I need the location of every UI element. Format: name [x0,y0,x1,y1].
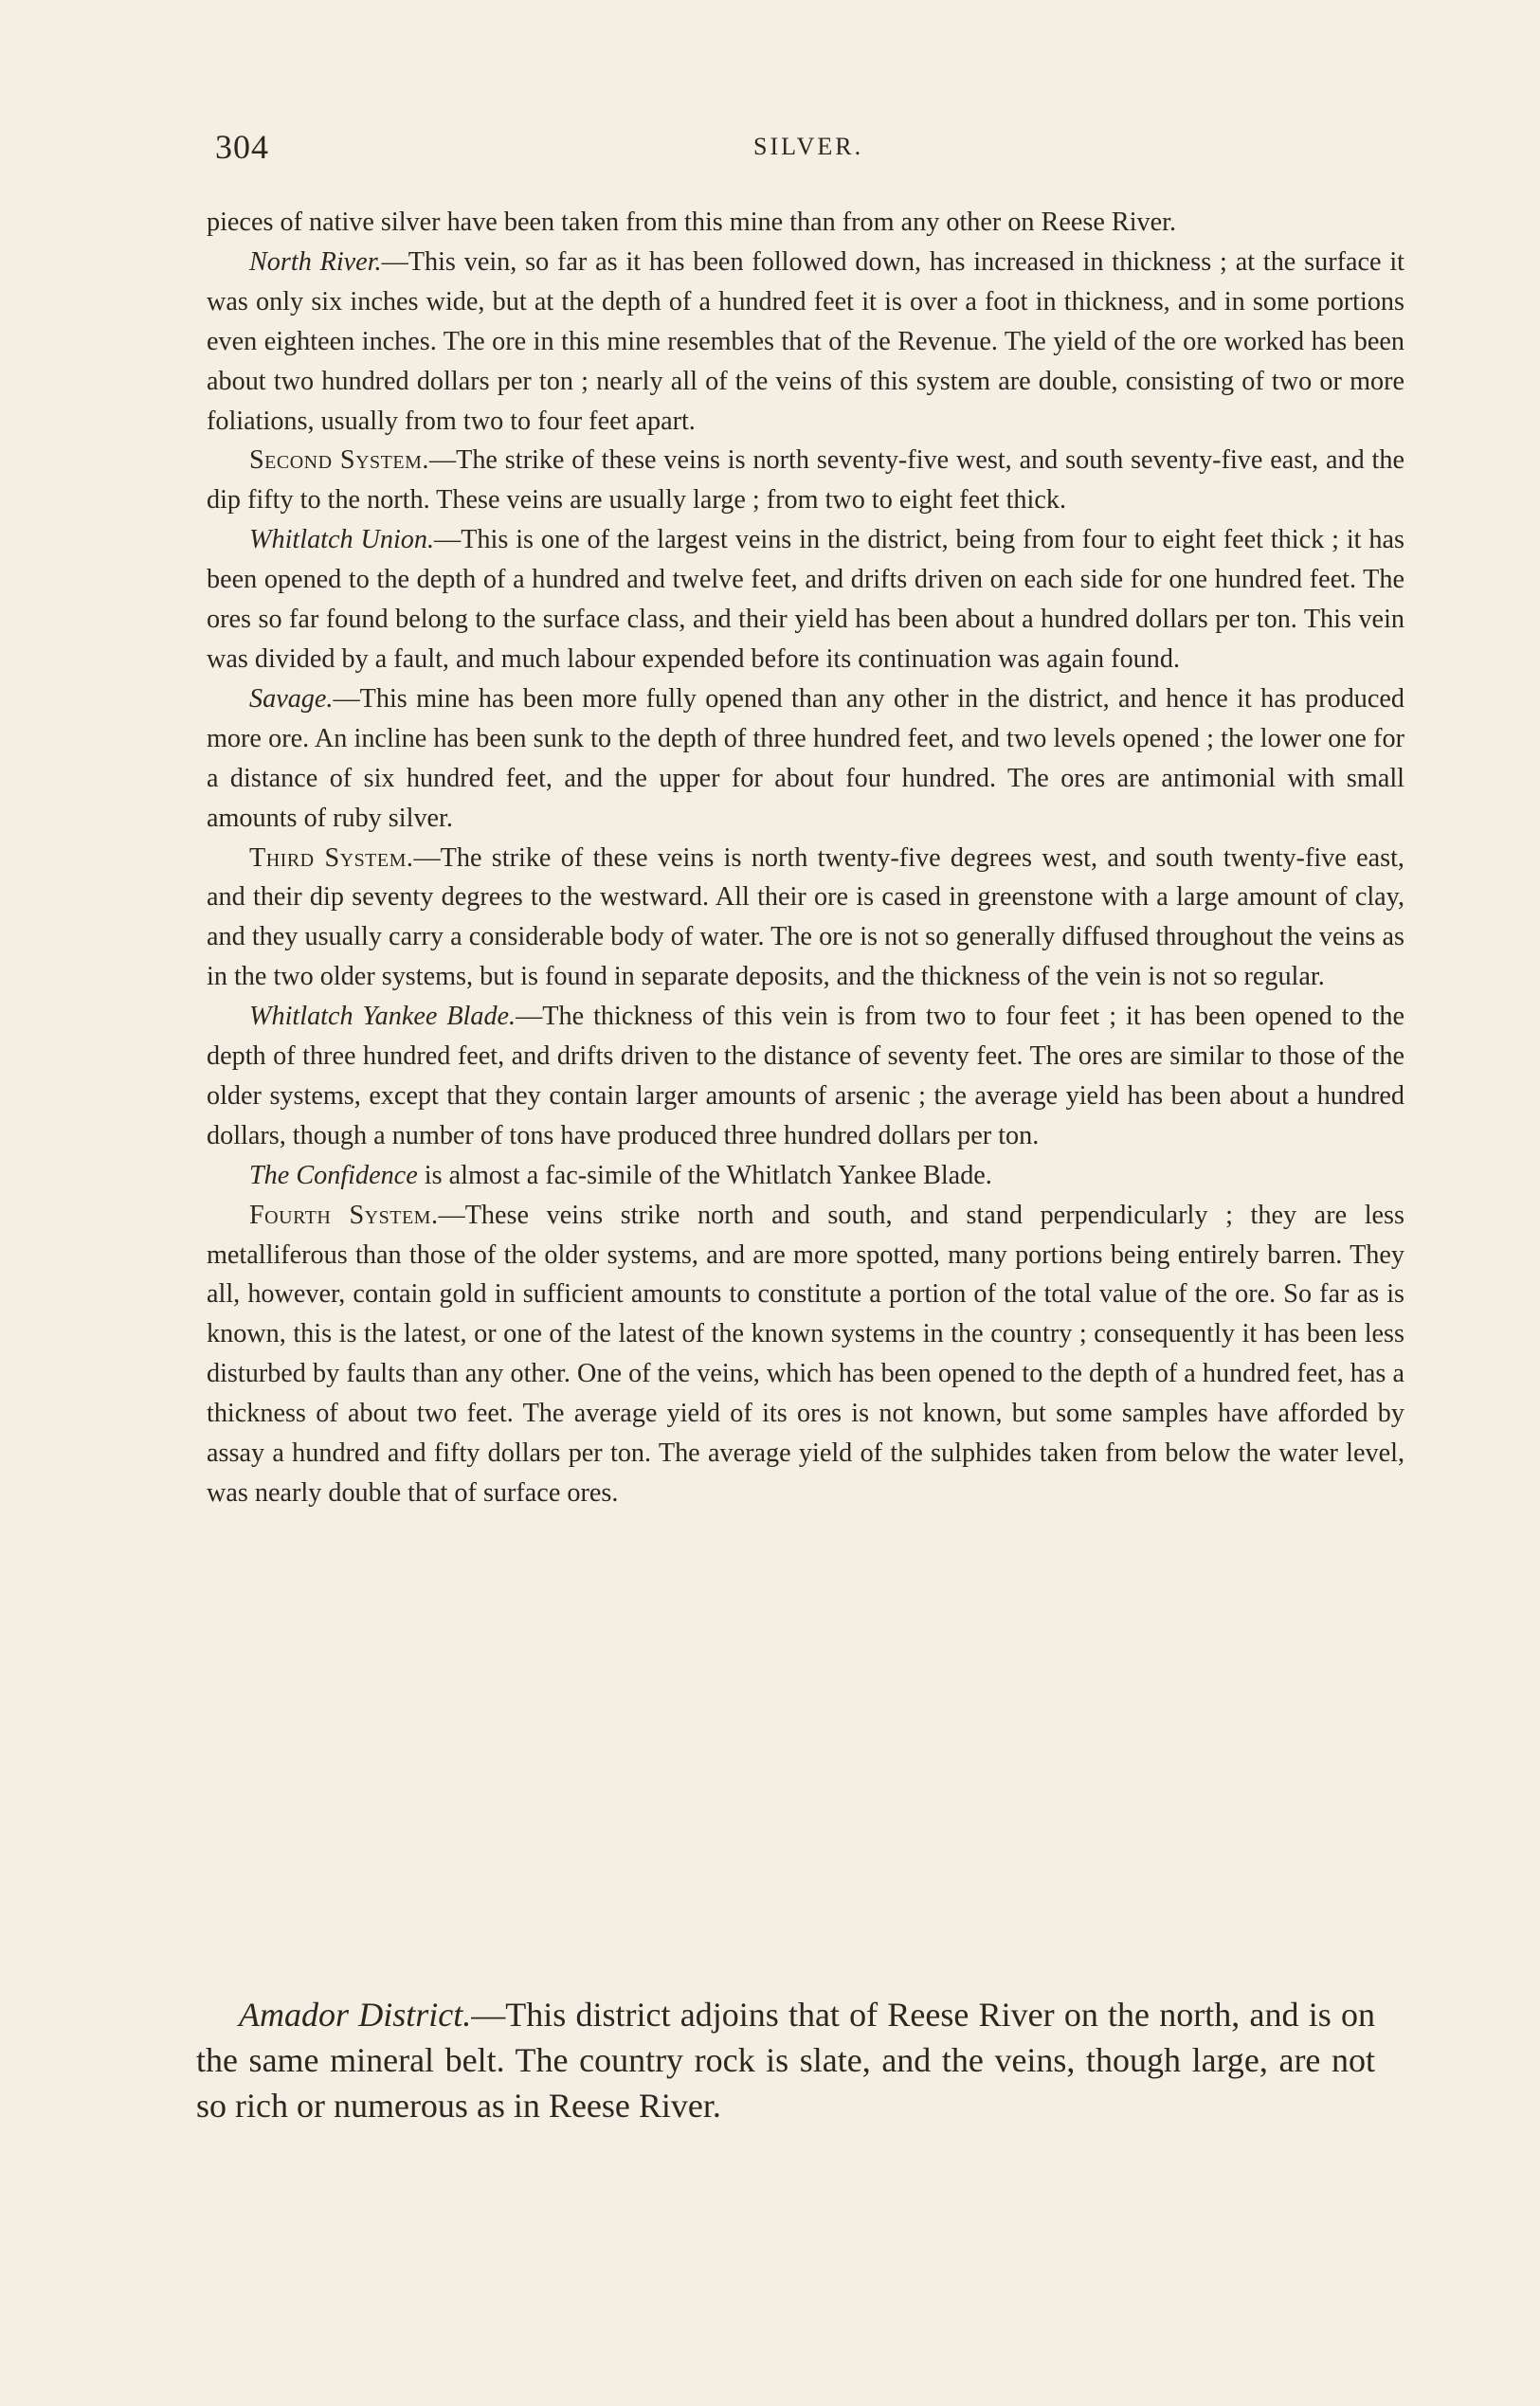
paragraph-continued [207,203,1404,243]
paragraph-text: is almost a fac-simile of the Whitlatch Yankee Blade. [417,1160,992,1190]
paragraph-second-system [207,441,1404,520]
paragraph-fourth-system [207,1196,1404,1513]
running-head [213,127,1407,172]
paragraph-amador-district [196,1992,1375,2128]
paragraph-text: —The strike of these veins is north seventy-five west, and south seventy-five east, and the dip fifty to the north. These veins are usually large ; from two to eight feet thick. [207,445,1404,516]
paragraph-text: pieces of native silver have been taken from this mine than from any other on Reese River. [207,208,1177,237]
paragraph-text: —These veins strike north and south, and stand perpendicularly ; they are less metalliferous than those of the older systems, and are more spotted, many portions being entirely barren. They all, however, contain gold in sufficient amounts to constitute a portion of the total value of the ore. So far as is known, this is the latest, or one of the latest of the known systems in the country ; consequently it has been less disturbed by faults than any other. One of the veins, which has been opened to the depth of a hundred feet, has a thickness of about two feet. The average yield of its ores is not known, but some samples have afforded by assay a hundred and fifty dollars per ton. The average yield of the sulphides taken from below the water level, was nearly double that of surface ores. [207,1200,1404,1508]
paragraph-north-river [207,243,1404,442]
paragraph-confidence [207,1156,1404,1196]
paragraph-whitlatch-union [207,520,1404,679]
amador-district-section [196,1992,1375,2128]
paragraph-heading: Savage. [249,683,334,714]
paragraph-heading: Whitlatch Yankee Blade. [249,1002,516,1032]
paragraph-text: —This mine has been more fully opened than any other in the district, and hence it has produced more ore. An incline has been sunk to the depth of three hundred feet, and two levels opened ; the lower one for a distance of six hundred feet, and the upper for about four hundred. The ores are antimonial with small amounts of ruby silver. [207,683,1404,833]
paragraph-text: —This is one of the largest veins in the district, being from four to eight feet thick ; it has been opened to the depth of a hundred and twelve feet, and drifts driven on each side for one hundred feet. The ores so far found belong to the surface class, and their yield has been about a hundred dollars per ton. This vein was divided by a fault, and much labour expended before its continuation was again found. [207,525,1404,674]
body-text [207,203,1404,1513]
section-heading: Fourth System. [249,1200,439,1230]
paragraph-text: —The thickness of this vein is from two to four feet ; it has been opened to the depth of three hundred feet, and drifts driven to the distance of seventy feet. The ores are similar to those of the older systems, except that they contain larger amounts of arsenic ; the average yield has been about a hundred dollars, though a number of tons have produced three hundred dollars per ton. [207,1002,1404,1150]
paragraph-text: —The strike of these veins is north twenty-five degrees west, and south twenty-five east, and their dip seventy degrees to the westward. All their ore is cased in greenstone with a large amount of clay, and they usually carry a considerable body of water. The ore is not so generally diffused throughout the veins as in the two older systems, but is found in separate deposits, and the thickness of the vein is not so regular. [207,842,1404,992]
paragraph-savage [207,679,1404,839]
paragraph-heading: The Confidence [249,1160,418,1190]
paragraph-heading: Whitlatch Union. [249,525,435,555]
paragraph-heading: North River. [249,246,382,277]
paragraph-whitlatch-yankee-blade [207,997,1404,1156]
section-heading: Third System. [249,842,414,873]
paragraph-heading: Amador District. [239,1996,472,2034]
section-heading: Second System. [249,445,429,476]
paragraph-third-system [207,839,1404,998]
page-number: 304 [215,128,269,166]
paragraph-text: —This vein, so far as it has been followed down, has increased in thickness ; at the surface it was only six inches wide, but at the depth of a hundred feet it is over a foot in thickness, and in some portions even eighteen inches. The ore in this mine resembles that of the Revenue. The yield of the ore worked has been about two hundred dollars per ton ; nearly all of the veins of this system are double, consisting of two or more foliations, usually from two to four feet apart. [207,246,1404,436]
paragraph-text: —This district adjoins that of Reese River on the north, and is on the same mineral belt. The country rock is slate, and the veins, though large, are not so rich or numerous as in Reese River. [196,1996,1375,2125]
running-title: SILVER. [753,133,864,160]
